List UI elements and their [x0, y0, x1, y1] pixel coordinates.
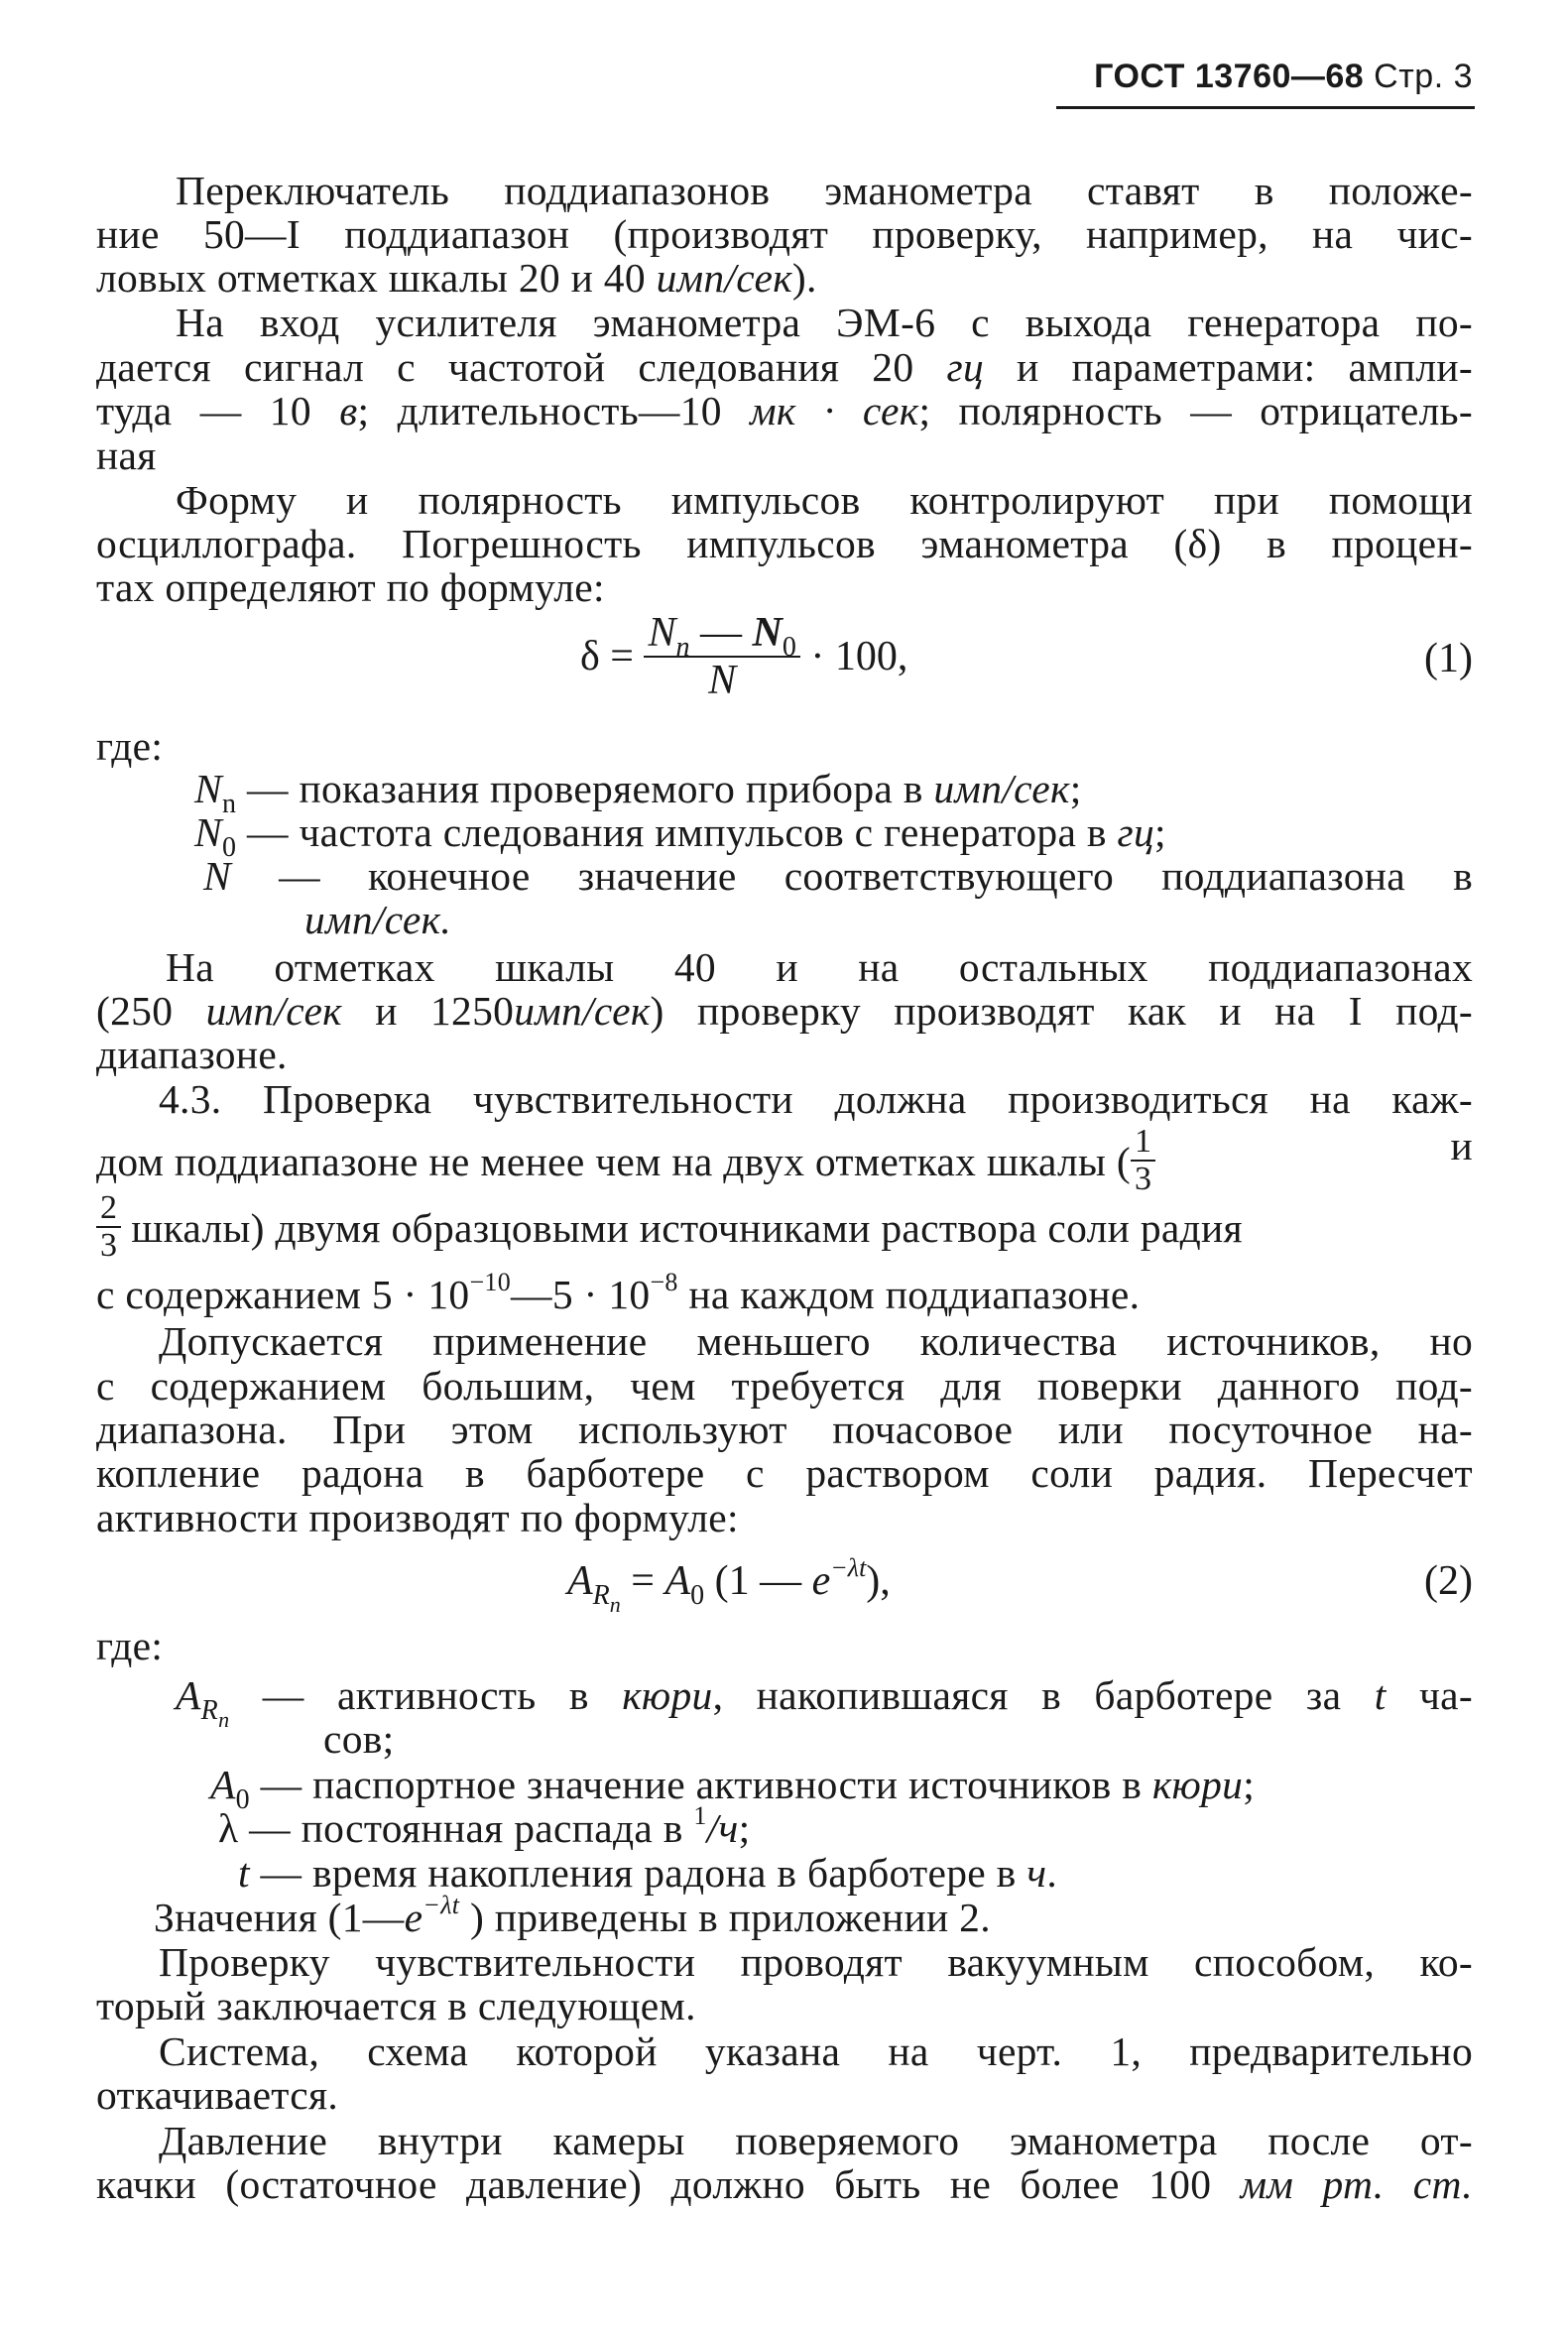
definition-line: $A_{Rn}$ — активность в кюри, накопившаяся в барботере за t ча- — [176, 1672, 1473, 1732]
paragraph-line: качки (остаточное давление) должно быть не более 100 мм рт. ст. — [96, 2161, 1473, 2207]
section-heading-line: 4.3. Проверка чувствительности должна производиться на каж- — [159, 1076, 1473, 1122]
fraction-two-thirds: $\frac{2}{3}$ — [96, 1190, 121, 1264]
definition-line: $A_0$ — паспортное значение активности источников в кюри; — [210, 1762, 1256, 1815]
paragraph-line: дается сигнал с частотой следования 20 гц и параметрами: ампли- — [96, 344, 1473, 390]
paragraph-line: тах определяют по формуле: — [96, 564, 605, 610]
definition-line: λ — постоянная распада в $^1$/ч; — [218, 1801, 751, 1851]
paragraph-line: Переключатель поддиапазонов эманометра ставят в положе- — [176, 168, 1473, 213]
paragraph-line: с содержанием $5 \cdot 10^{-10}—5 \cdot 10^{-8}$ на каждом поддиапазоне. — [96, 1268, 1141, 1317]
page-header — [1056, 58, 1473, 96]
header-rule — [1056, 106, 1475, 109]
paragraph-line: Проверку чувствительности проводят вакуумным способом, ко- — [159, 1939, 1473, 1985]
paragraph-line: Форму и полярность импульсов контролируют при помощи — [176, 477, 1473, 523]
paragraph-line: ная — [96, 432, 157, 478]
definition-line: сов; — [323, 1716, 395, 1762]
definition-line: имп/сек. — [304, 897, 451, 942]
formula-fraction: $\frac{N_n — N_0}{N}$ — [644, 610, 799, 703]
paragraph-line: туда — 10 в; длительность—10 мк · сек; полярность — отрицатель- — [96, 388, 1473, 433]
formula-1: δ = $\frac{N_n — N_0}{N}$ · 100, — [580, 610, 908, 703]
equation-number: (2) — [1424, 1558, 1473, 1604]
equation-number: (1) — [1424, 636, 1473, 681]
paragraph-line: Допускается применение меньшего количества источников, но — [159, 1318, 1473, 1364]
paragraph-line: откачивается. — [96, 2072, 339, 2118]
paragraph-line: ловых отметках шкалы 20 и 40 имп/сек). — [96, 255, 817, 301]
paragraph-line: (250 имп/сек и 1250имп/сек) проверку производят как и на I под- — [96, 988, 1473, 1034]
paragraph-line: Система, схема которой указана на черт. 1, предварительно — [159, 2028, 1473, 2074]
where-label: где: — [96, 1623, 164, 1668]
fraction-one-third: $\frac{1}{3}$ — [1131, 1124, 1155, 1197]
paragraph-line: осциллографа. Погрешность импульсов эманометра (δ) в процен- — [96, 521, 1473, 566]
paragraph-line: диапазона. При этом используют почасовое или посуточное на- — [96, 1407, 1473, 1452]
definition-line: $N_n$ — показания проверяемого прибора в имп/сек; — [194, 766, 1082, 819]
page-number: Стр. 3 — [1374, 58, 1473, 95]
paragraph-line: активности производят по формуле: — [96, 1495, 739, 1540]
paragraph-line: На отметках шкалы 40 и на остальных поддиапазонах — [166, 944, 1473, 990]
paragraph-line: Давление внутри камеры поверяемого эманометра после от- — [159, 2118, 1473, 2163]
paragraph-line: с содержанием большим, чем требуется для поверки данного под- — [96, 1363, 1473, 1409]
paragraph-line: дом поддиапазоне не менее чем на двух отметках шкалы ( $\frac{1}{3}$ и — [96, 1123, 1473, 1197]
paragraph-line: На вход усилителя эманометра ЭМ-6 с выхода генератора по- — [176, 300, 1473, 345]
paragraph-line: торый заключается в следующем. — [96, 1983, 696, 2028]
formula-2: $A_{Rn} = A_0$ (1 — $e^{-\lambda t}$), — [567, 1553, 891, 1617]
paragraph-line: $\frac{2}{3}$ шкалы) двумя образцовыми источниками раствора соли радия — [96, 1190, 1473, 1260]
definition-line: $N_0$ — частота следования импульсов с генератора в гц; — [194, 809, 1166, 863]
document-number: ГОСТ 13760—68 — [1094, 58, 1365, 95]
where-label: где: — [96, 723, 164, 769]
paragraph-line: ние 50—I поддиапазон (производят проверку, например, на чис- — [96, 211, 1473, 257]
definition-line: N — конечное значение соответствующего поддиапазона в — [203, 853, 1473, 899]
paragraph-line: копление радона в барботере с раствором соли радия. Пересчет — [96, 1450, 1473, 1496]
paragraph-line: Значения ($1—e^{-\lambda t}$ ) приведены в приложении 2. — [154, 1891, 991, 1940]
definition-line: t — время накопления радона в барботере в ч. — [238, 1850, 1058, 1896]
paragraph-line: диапазоне. — [96, 1032, 288, 1077]
